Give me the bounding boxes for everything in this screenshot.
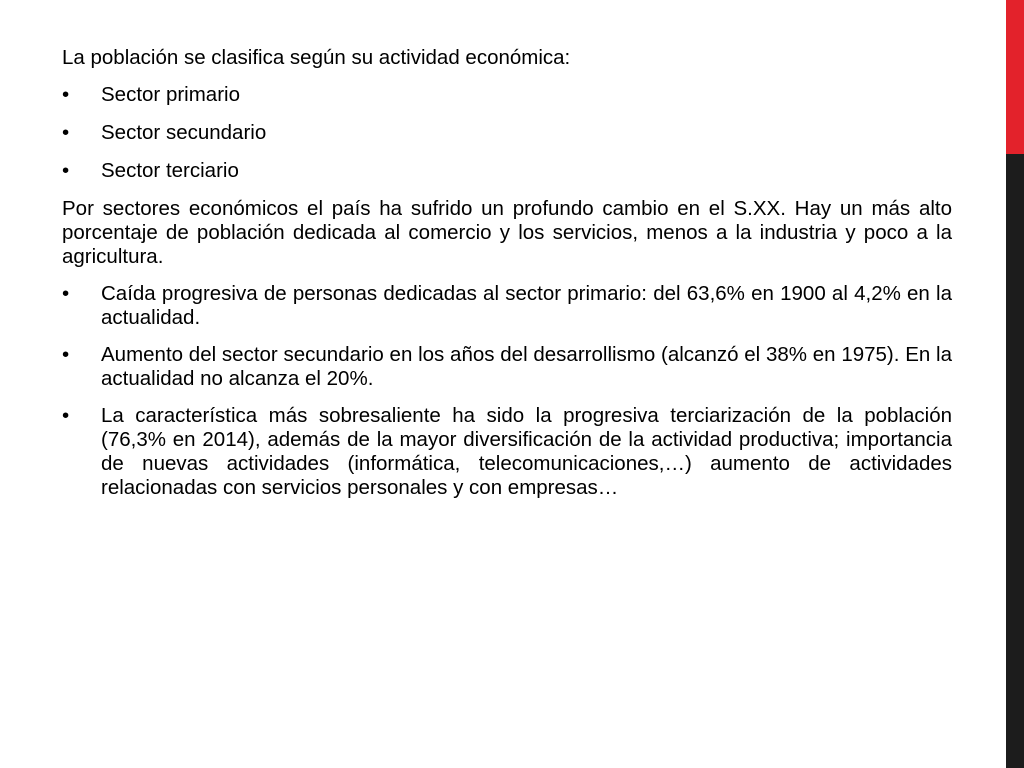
bullet-icon: • <box>62 404 70 427</box>
accent-bar <box>1006 0 1024 768</box>
bullet-icon: • <box>62 343 70 366</box>
bullet-icon: • <box>62 121 70 144</box>
detail-item-tertiarization <box>62 404 952 500</box>
bullet-icon: • <box>62 83 70 106</box>
slide-body <box>62 46 952 513</box>
intro-text: La población se clasifica según su actividad económica: <box>62 46 571 69</box>
bullet-icon: • <box>62 282 70 305</box>
detail-text: Aumento del sector secundario en los años del desarrollismo (alcanzó el 38% en 1975). En la actualidad no alcanza el 20%. <box>101 343 952 390</box>
accent-bar-dark <box>1006 154 1024 768</box>
summary-paragraph: Por sectores económicos el país ha sufrido un profundo cambio en el S.XX. Hay un más alto porcentaje de población dedicada al comercio y los servicios, menos a la industria y poco a la agricultura. <box>62 197 952 268</box>
detail-item-primary-decline <box>62 282 952 330</box>
sector-label: Sector primario <box>101 83 240 106</box>
bullet-icon: • <box>62 159 70 182</box>
sector-label: Sector terciario <box>101 159 239 182</box>
accent-bar-red <box>1006 0 1024 154</box>
detail-text: La característica más sobresaliente ha sido la progresiva terciarización de la población (76,3% en 2014), además de la mayor diversificación de la actividad productiva; importancia de nuevas actividades (informática, telecomunicaciones,…) aumento de actividades relacionadas con servicios personales y con empresas… <box>101 404 952 499</box>
sector-item-primary <box>62 83 952 107</box>
sector-item-secondary <box>62 121 952 145</box>
sector-item-tertiary <box>62 159 952 183</box>
detail-text: Caída progresiva de personas dedicadas al sector primario: del 63,6% en 1900 al 4,2% en la actualidad. <box>101 282 952 329</box>
sector-label: Sector secundario <box>101 121 267 144</box>
detail-item-secondary-growth <box>62 343 952 391</box>
